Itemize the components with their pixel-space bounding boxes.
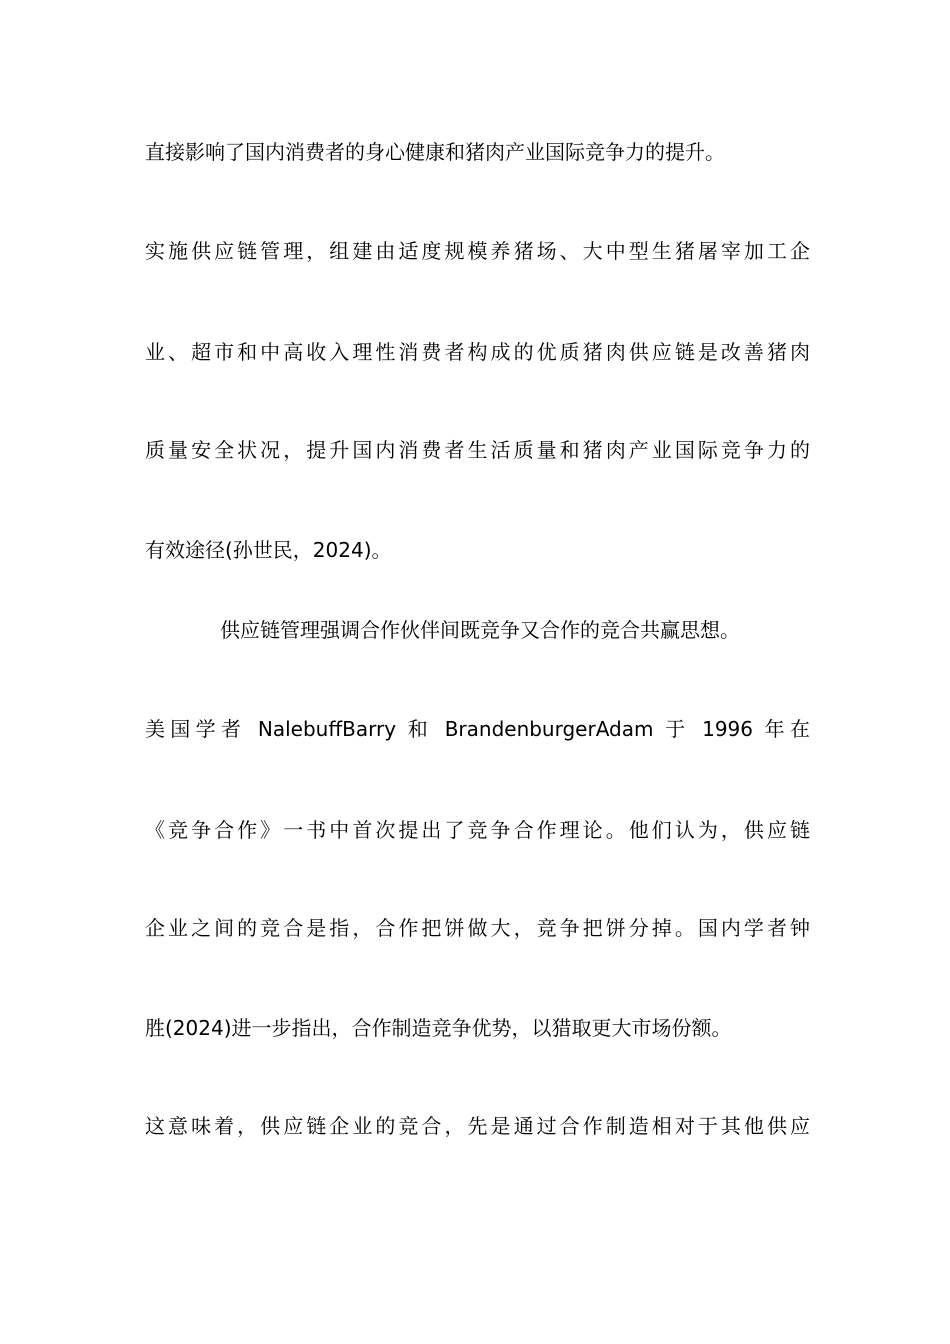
text-line-9: 企业之间的竞合是指，合作把饼做大，竞争把饼分掉。国内学者钟: [145, 916, 810, 940]
text-line-3: 业、超市和中高收入理性消费者构成的优质猪肉供应链是改善猪肉: [145, 340, 810, 364]
text-line-11: 这意味着，供应链企业的竞合，先是通过合作制造相对于其他供应: [145, 1114, 810, 1138]
paragraph-start-line: 供应链管理强调合作伙伴间既竞争又合作的竞合共赢思想。: [220, 618, 740, 642]
text-line-1: 直接影响了国内消费者的身心健康和猪肉产业国际竞争力的提升。: [145, 140, 725, 164]
text-line-8: 《竞争合作》一书中首次提出了竞争合作理论。他们认为，供应链: [145, 818, 810, 842]
text-line-7: 美国学者 NalebuffBarry 和 BrandenburgerAdam 于 1996 年在: [145, 717, 810, 741]
text-line-2: 实施供应链管理，组建由适度规模养猪场、大中型生猪屠宰加工企: [145, 239, 810, 263]
text-line-4: 质量安全状况，提升国内消费者生活质量和猪肉产业国际竞争力的: [145, 438, 810, 462]
text-line-5: 有效途径(孙世民，2024)。: [145, 538, 392, 562]
text-line-10: 胜(2024)进一步指出，合作制造竞争优势，以猎取更大市场份额。: [145, 1016, 732, 1040]
